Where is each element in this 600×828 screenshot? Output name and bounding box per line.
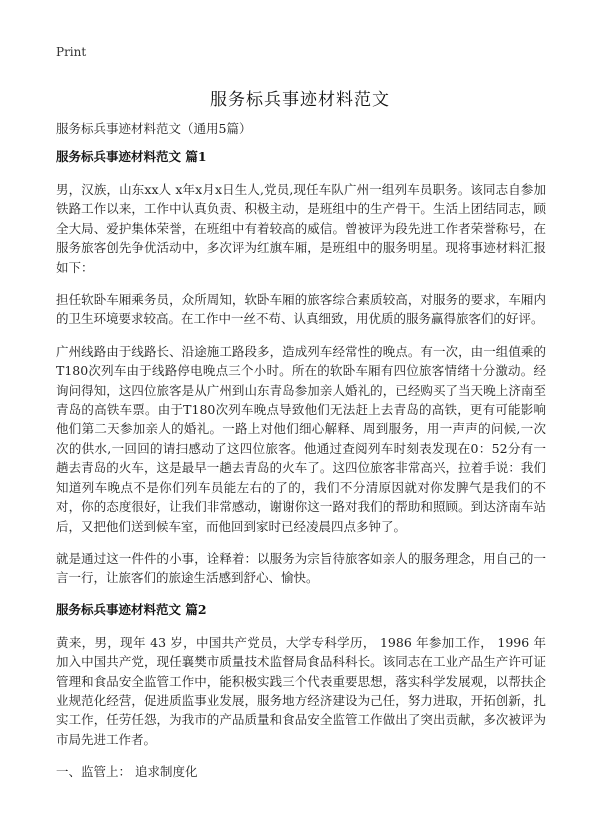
section-1-paragraph-1: 男，汉族，山东xx人 x年x月x日生人,党员,现任车队广州一组列车员职务。该同志自参加铁路工作以来，工作中认真负责、积极主动，是班组中的生产骨干。生活上团结同志，顾全大局、爱护集体荣誉，在班组中有着较高的威信。曾被评为段先进工作者荣誉称号，在服务旅客创先争优活动中，多次评为红旗车厢，是班组中的服务明星。现将事迹材料汇报如下： — [56, 182, 546, 275]
section-heading-2: 服务标兵事迹材料范文 篇2 — [56, 601, 207, 617]
document-body — [56, 148, 546, 781]
section-heading-1: 服务标兵事迹材料范文 篇1 — [56, 149, 207, 164]
section-2-paragraph-1: 黄来，男，现年 43 岁，中国共产党员，大学专科学历， 1986 年参加工作， 1996 年加入中国共产党，现任襄樊市质量技术监督局食品科科长。该同志在工业产品生产许可证管理和食品安全监管工作中，能积极实践三个代表重要思想，落实科学发展观，以帮扶企业规范化经营，促进质监事业发展，服务地方经济建设为己任，努力进取，开拓创新，扎实工作，任劳任怨，为我市的产品质量和食品安全监管工作做出了突出贡献，多次被评为市局先进工作者。 — [56, 634, 546, 747]
section-1-paragraph-3: 广州线路由于线路长、沿途施工路段多，造成列车经常性的晚点。有一次，由一组值乘的T180次列车由于线路停电晚点三个小时。所在的软卧车厢有四位旅客情绪十分激动。经询问得知，这四位旅客是从广州到山东青岛参加亲人婚礼的，已经购买了当天晚上济南至青岛的高铁车票。由于T180次列车晚点导致他们无法赶上去青岛的高铁，更有可能影响他们第二天参加亲人的婚礼。一路上对他们细心解释、周到服务，用一声声的问候,一次次的供水,一回回的请扫感动了这四位旅客。他通过查阅列车时刻表发现在0：52分有一趟去青岛的火车，这是最早一趟去青岛的火车了。这四位旅客非常高兴，拉着手说：我们知道列车晚点不是你们列车员能左右的了的，我们不分清原因就对你发脾气是我们的不对，你的态度很好，让我们非常感动，谢谢你这一路对我们的帮助和照顾。到达济南车站后，又把他们送到候车室，而他回到家时已经凌晨四点多钟了。 — [56, 343, 546, 534]
section-1-paragraph-4: 就是通过这一件件的小事，诠释着：以服务为宗旨待旅客如亲人的服务理念，用自己的一言一行，让旅客们的旅途生活感到舒心、愉快。 — [56, 550, 546, 586]
print-label[interactable]: Print — [56, 45, 87, 59]
document-subtitle: 服务标兵事迹材料范文（通用5篇） — [56, 121, 252, 136]
section-2-item-1: 一、监管上： 追求制度化 — [56, 764, 198, 780]
section-1-paragraph-2: 担任软卧车厢乘务员，众所周知，软卧车厢的旅客综合素质较高，对服务的要求，车厢内的卫生环境要求较高。在工作中一丝不苟、认真细致，用优质的服务赢得旅客们的好评。 — [56, 292, 546, 327]
document-title: 服务标兵事迹材料范文 — [210, 90, 390, 111]
